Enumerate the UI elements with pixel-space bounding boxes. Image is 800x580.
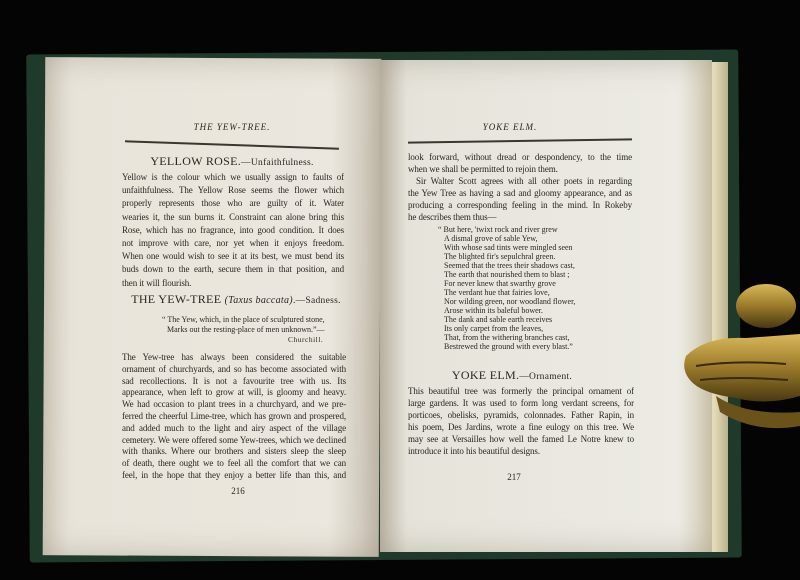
text-line: A dismal grove of sable Yew,	[444, 234, 538, 243]
text-line: Yellow is the colour which we usually assign to faults of	[122, 172, 344, 182]
text-line: The Yew-tree has always been considered the suitable	[122, 352, 346, 362]
text-line: With whose sad tints were mingled seen	[444, 243, 573, 252]
text-line: unfaithfulness. The Yellow Rose seems the flower which	[122, 185, 344, 196]
text-line: may see at Versailles how well the famed Le Notre knew to	[408, 434, 634, 444]
text-line: The dank and sable earth receives	[444, 315, 553, 324]
text-line: properly represents those who are guilty of it. Water	[122, 198, 344, 209]
text-line: Bestrewed the ground with every blast.”	[444, 342, 573, 351]
text-line: feel, in the hope that they enjoy a better life than this, and	[122, 470, 346, 480]
text-line: then it will flourish.	[122, 277, 192, 288]
text-line: the Yew Tree as having a sad and gloomy appearance, and as	[408, 188, 632, 198]
text-line: buds down to the earth, secure them in that position, and	[122, 264, 344, 275]
text-line: sad recollections. It is not a favourite tree with us. Its	[122, 375, 346, 386]
text-line: The blighted fir's sepulchral green.	[444, 252, 556, 261]
text-line: look forward, without dread or despondency, to the time	[408, 152, 632, 162]
text-line: appearance, when left to grow at will, is gloomy and heavy.	[122, 387, 346, 398]
section-heading-yew-tree: THE YEW-TREE (Taxus baccata).—Sadness.	[131, 292, 341, 306]
text-line: The earth that nourished them to blast ;	[444, 270, 570, 279]
text-line: The verdant hue that fairies love,	[444, 288, 550, 297]
text-line: of death, there ought we to feel all the comfort that we can	[122, 458, 346, 469]
text-line: Sir Walter Scott agrees with all other poets in regarding	[416, 176, 632, 186]
text-line: his poem, Des Jardins, wrote a fine eulogy on this tree. We	[408, 422, 634, 432]
text-line: For never knew that swarthy grove	[444, 279, 556, 288]
text-line: ferred the cheerful Lime-tree, which has grown and prospered,	[122, 411, 346, 421]
section-heading-yellow-rose: YELLOW ROSE.—Unfaithfulness.	[150, 154, 314, 168]
text-line: Nor wilding green, nor woodland flower,	[444, 297, 576, 306]
text-line: Its only carpet from the leaves,	[444, 324, 544, 333]
section-heading-yoke-elm: YOKE ELM.—Ornament.	[451, 368, 573, 382]
brass-hand-bookend	[676, 276, 800, 436]
right-page-number: 217	[507, 472, 521, 482]
text-line: Seemed that the trees their shadows cast,	[444, 261, 575, 270]
text-line: and added much to the light and airy aspect of the village	[122, 422, 346, 433]
text-line: producing a corresponding feeling in the mind. In Rokeby	[408, 200, 632, 210]
quote-line: “ The Yew, which, in the place of sculptured stone,	[162, 315, 325, 324]
text-line: introduce it into his beautiful designs.	[408, 446, 540, 456]
text-line: when we shall be permitted to rejoin them.	[408, 164, 558, 174]
text-line: not improve with care, nor yet when it enjoys freedom.	[122, 238, 344, 248]
text-line: This beautiful tree was formerly the principal ornament of	[408, 386, 634, 396]
text-line: with thanks. Where our brothers and sisters sleep the sleep	[122, 446, 346, 457]
text-line: “ But here, 'twixt rock and river grew	[438, 225, 558, 234]
text-line: Arose within its baleful bower.	[444, 306, 543, 315]
quote-attribution: Churchill.	[288, 335, 324, 344]
text-line: When one would wish to see it at its best, we must bend its	[122, 251, 344, 262]
left-page-number: 216	[231, 486, 245, 496]
left-running-header: THE YEW-TREE.	[193, 122, 271, 132]
text-line: large gardens. It was used to form long verdant screens, for	[408, 398, 634, 408]
text-line: That, from the withering branches cast,	[444, 333, 570, 342]
text-line: Rose, which has no fragrance, into good condition. It does	[122, 224, 344, 235]
text-line: he describes them thus—	[408, 212, 497, 222]
text-line: wearies it, the sun burns it. Constraint can alone bring this	[122, 211, 344, 222]
text-line: We had occasion to plant trees in a churchyard, and we pre-	[122, 399, 346, 410]
right-running-header: YOKE ELM.	[482, 122, 538, 132]
text-line: cemetery. We were offered some Yew-trees, which we declined	[122, 434, 346, 445]
quote-line: Marks out the resting-place of men unknown.”—	[167, 325, 325, 334]
text-line: ornament of churchyards, and so has become associated with	[122, 363, 346, 374]
text-line: porticoes, obelisks, pyramids, colonnades. Father Rapin, in	[408, 410, 634, 420]
